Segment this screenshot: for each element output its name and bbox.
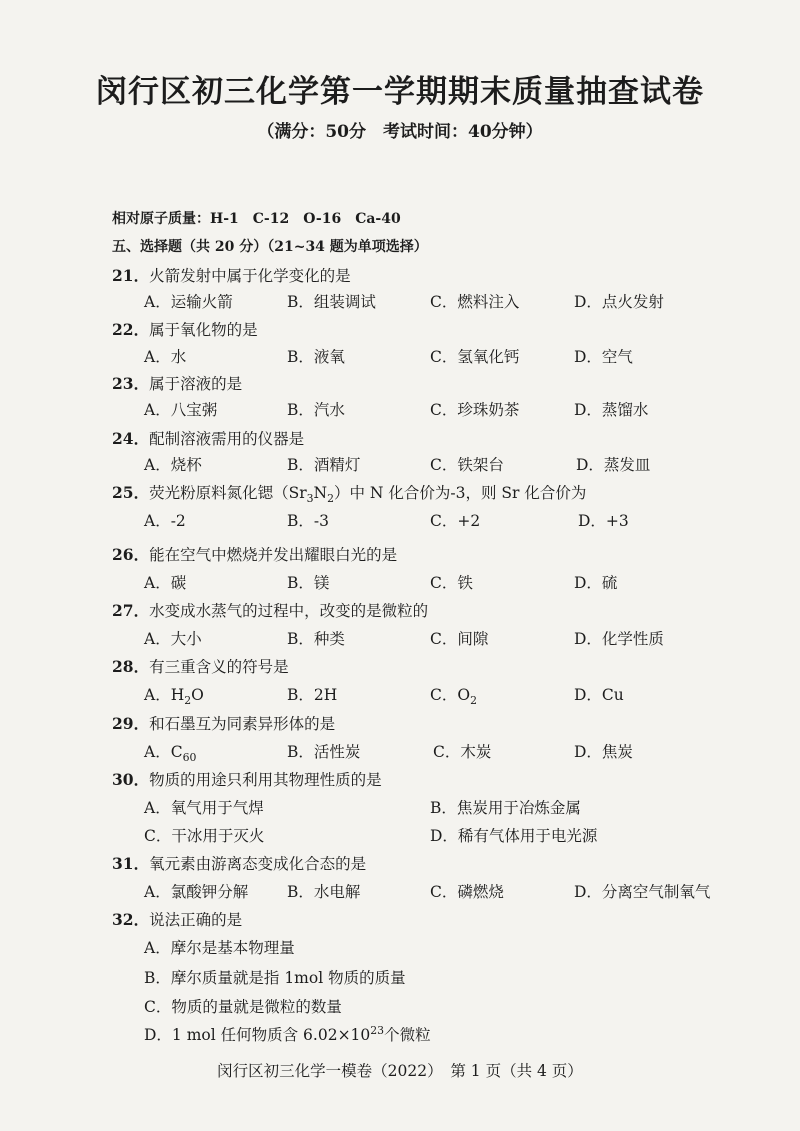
question-27 — [112, 599, 428, 621]
option-c: C．珍珠奶茶 — [430, 401, 520, 419]
option-b: B．摩尔质量就是指 1mol 物质的质量 — [144, 969, 406, 987]
question-number: 29． — [112, 714, 150, 733]
option-d: D．空气 — [574, 348, 633, 366]
question-24 — [112, 427, 304, 449]
question-text: 能在空气中燃烧并发出耀眼白光的是 — [149, 546, 398, 564]
option-a: A．八宝粥 — [144, 401, 218, 419]
option-text-part: O — [191, 686, 204, 704]
option-text: A．C — [144, 743, 183, 761]
question-25 — [112, 481, 586, 505]
option-a: A．碳 — [144, 574, 187, 592]
option-c: C．燃料注入 — [430, 293, 520, 311]
option-a: A．摩尔是基本物理量 — [144, 939, 295, 957]
option-b: B．水电解 — [287, 883, 361, 901]
option-b: B．活性炭 — [287, 743, 361, 761]
option-b: B．焦炭用于冶炼金属 — [430, 799, 581, 817]
option-a: A．运输火箭 — [144, 293, 233, 311]
option-c: C．铁架台 — [430, 456, 504, 474]
question-32 — [112, 908, 242, 930]
question-text-part: N — [313, 484, 328, 502]
question-text: 有三重含义的符号是 — [149, 658, 289, 676]
option-text: C．O — [430, 686, 471, 704]
option-d: D．+3 — [578, 512, 629, 530]
question-30 — [112, 768, 382, 790]
subscript: 60 — [182, 751, 197, 765]
question-text: 属于氧化物的是 — [149, 321, 258, 339]
option-b: B．种类 — [287, 630, 345, 648]
question-29 — [112, 712, 335, 734]
question-text: 说法正确的是 — [149, 911, 243, 929]
subscript: 2 — [184, 694, 192, 708]
question-number: 32． — [112, 910, 150, 929]
question-26 — [112, 543, 397, 565]
option-b: B．镁 — [287, 574, 330, 592]
question-number: 31． — [112, 854, 150, 873]
question-text: 氧元素由游离态变成化合态的是 — [149, 855, 367, 873]
option-a: A．-2 — [144, 512, 186, 530]
question-21 — [112, 264, 351, 286]
question-text: 水变成水蒸气的过程中，改变的是微粒的 — [149, 602, 429, 620]
question-22 — [112, 318, 258, 340]
option-c: C．磷燃烧 — [430, 883, 504, 901]
page-title: 闵行区初三化学第一学期期末质量抽查试卷 — [96, 74, 704, 110]
option-a: A．氯酸钾分解 — [144, 883, 249, 901]
question-number: 23． — [112, 374, 150, 393]
option-b: B．2H — [287, 686, 338, 704]
option-d: D．点火发射 — [574, 293, 664, 311]
question-number: 25． — [112, 483, 150, 502]
option-b: B．-3 — [287, 512, 329, 530]
option-c: C．物质的量就是微粒的数量 — [144, 998, 342, 1016]
option-c: C．间隙 — [430, 630, 489, 648]
option-b: B．酒精灯 — [287, 456, 361, 474]
option-d: D．焦炭 — [574, 743, 633, 761]
question-text: 火箭发射中属于化学变化的是 — [149, 267, 351, 285]
option-d — [144, 1023, 431, 1045]
option-d: D．化学性质 — [574, 630, 664, 648]
option-c: C．+2 — [430, 512, 481, 530]
option-c: C．铁 — [430, 574, 473, 592]
atomic-mass-line: 相对原子质量：H-1 C-12 O-16 Ca-40 — [112, 211, 401, 227]
section-heading: 五、选择题（共 20 分）（21~34 题为单项选择） — [112, 239, 428, 255]
question-text: 荧光粉原料氮化锶（Sr — [149, 484, 307, 502]
option-c — [430, 683, 477, 707]
option-c: C．木炭 — [433, 743, 492, 761]
option-d: D．蒸馏水 — [574, 401, 649, 419]
question-text: 物质的用途只利用其物理性质的是 — [149, 771, 382, 789]
question-text: 和石墨互为同素异形体的是 — [149, 715, 336, 733]
question-number: 30． — [112, 770, 150, 789]
page-footer: 闵行区初三化学一模卷（2022） 第 1 页（共 4 页） — [217, 1062, 583, 1080]
option-a: A．氧气用于气焊 — [144, 799, 264, 817]
subscript: 2 — [470, 694, 477, 708]
question-31 — [112, 852, 366, 874]
question-number: 27． — [112, 601, 150, 620]
option-text-part: 个微粒 — [384, 1026, 431, 1044]
option-a — [144, 740, 196, 764]
option-a: A．大小 — [144, 630, 202, 648]
question-text: 配制溶液需用的仪器是 — [149, 430, 305, 448]
question-text-part: ）中 N 化合价为-3，则 Sr 化合价为 — [333, 484, 587, 502]
subscript: 2 — [327, 492, 334, 506]
question-number: 22． — [112, 320, 150, 339]
question-28 — [112, 655, 289, 677]
option-text: D．1 mol 任何物质含 6.02×10 — [144, 1026, 371, 1044]
option-c: C．氢氧化钙 — [430, 348, 520, 366]
option-b: B．液氧 — [287, 348, 345, 366]
option-d: D．分离空气制氧气 — [574, 883, 711, 901]
question-number: 26． — [112, 545, 150, 564]
option-d: D．硫 — [574, 574, 618, 592]
subscript: 3 — [306, 492, 314, 506]
option-text: A．H — [144, 686, 185, 704]
option-a: A．水 — [144, 348, 187, 366]
question-text: 属于溶液的是 — [149, 375, 243, 393]
option-c: C．干冰用于灭火 — [144, 827, 265, 845]
option-a — [144, 683, 204, 707]
question-23 — [112, 372, 242, 394]
question-number: 21． — [112, 266, 150, 285]
superscript: 23 — [370, 1023, 385, 1037]
option-b: B．汽水 — [287, 401, 345, 419]
option-d: D．Cu — [574, 686, 624, 704]
option-a: A．烧杯 — [144, 456, 202, 474]
exam-info: （满分：50分 考试时间：40分钟） — [257, 122, 543, 142]
question-number: 24． — [112, 429, 150, 448]
option-d: D．蒸发皿 — [576, 456, 651, 474]
option-d: D．稀有气体用于电光源 — [430, 827, 598, 845]
question-number: 28． — [112, 657, 150, 676]
option-b: B．组装调试 — [287, 293, 376, 311]
